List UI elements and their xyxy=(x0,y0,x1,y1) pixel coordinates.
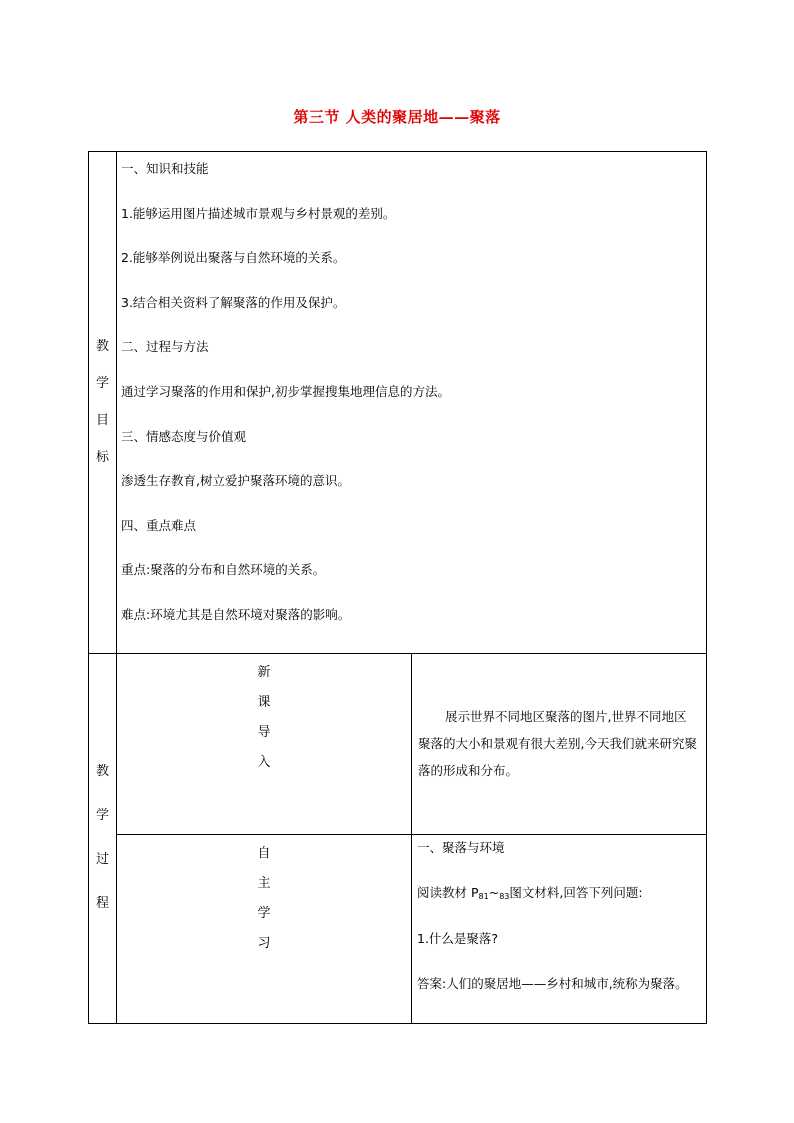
label-char: 学 xyxy=(95,376,109,392)
section-heading-key-points: 四、重点难点 xyxy=(121,517,197,533)
process-label-cell xyxy=(89,653,117,1023)
self-study-label xyxy=(117,835,411,959)
difficult-point: 难点:环境尤其是自然环境对聚落的影响。 xyxy=(121,606,351,622)
key-point: 重点:聚落的分布和自然环境的关系。 xyxy=(121,562,326,578)
self-study-content xyxy=(412,834,707,1023)
section-heading-attitude: 三、情感态度与价值观 xyxy=(121,428,247,444)
reading-prefix: 阅读教材 P xyxy=(417,885,479,901)
objectives-content xyxy=(117,152,707,654)
page-from: 81 xyxy=(478,892,489,902)
objective-item: 1.能够运用图片描述城市景观与乡村景观的差别。 xyxy=(121,205,396,221)
self-study-heading: 一、聚落与环境 xyxy=(417,839,505,855)
objective-item: 渗透生存教育,树立爱护聚落环境的意识。 xyxy=(121,473,350,489)
objective-item: 通过学习聚落的作用和保护,初步掌握搜集地理信息的方法。 xyxy=(121,383,450,399)
objective-item: 3.结合相关资料了解聚落的作用及保护。 xyxy=(121,294,346,310)
intro-label xyxy=(117,654,411,778)
label-char: 习 xyxy=(257,935,271,951)
page-separator: ~ xyxy=(488,885,500,901)
section-heading-knowledge: 一、知识和技能 xyxy=(121,161,209,176)
page-to: 83 xyxy=(499,892,510,902)
intro-content xyxy=(412,653,707,834)
label-char: 新 xyxy=(257,664,271,680)
objectives-label-cell xyxy=(89,152,117,654)
self-study-row xyxy=(89,834,707,1023)
process-label xyxy=(89,750,116,926)
section-heading-process: 二、过程与方法 xyxy=(121,339,209,355)
intro-row xyxy=(89,653,707,834)
label-char: 课 xyxy=(257,694,271,710)
self-study-label-cell xyxy=(117,834,412,1023)
label-char: 学 xyxy=(95,808,109,824)
lesson-plan-table xyxy=(88,151,707,1024)
answer: 答案:人们的聚居地——乡村和城市,统称为聚落。 xyxy=(417,976,688,992)
label-char: 标 xyxy=(95,450,109,466)
intro-text: 展示世界不同地区聚落的图片,世界不同地区聚落的大小和景观有很大差别,今天我们就来研究聚落的形成和分布。 xyxy=(418,709,697,779)
label-char: 主 xyxy=(257,875,271,891)
question: 1.什么是聚落? xyxy=(417,930,499,946)
objectives-row xyxy=(89,152,707,654)
intro-label-cell xyxy=(117,653,412,834)
label-char: 学 xyxy=(257,905,271,921)
label-char: 导 xyxy=(257,724,271,740)
label-char: 入 xyxy=(257,754,271,770)
objective-item: 2.能够举例说出聚落与自然环境的关系。 xyxy=(121,250,346,266)
label-char: 目 xyxy=(95,413,109,429)
label-char: 程 xyxy=(95,896,109,912)
label-char: 过 xyxy=(95,852,109,868)
page-title: 第三节 人类的聚居地——聚落 xyxy=(293,108,501,126)
reading-instruction xyxy=(417,886,706,932)
objectives-label xyxy=(89,328,116,476)
label-char: 自 xyxy=(257,845,271,861)
label-char: 教 xyxy=(95,764,109,780)
label-char: 教 xyxy=(95,339,109,355)
reading-suffix: 图文材料,回答下列问题: xyxy=(509,885,643,901)
